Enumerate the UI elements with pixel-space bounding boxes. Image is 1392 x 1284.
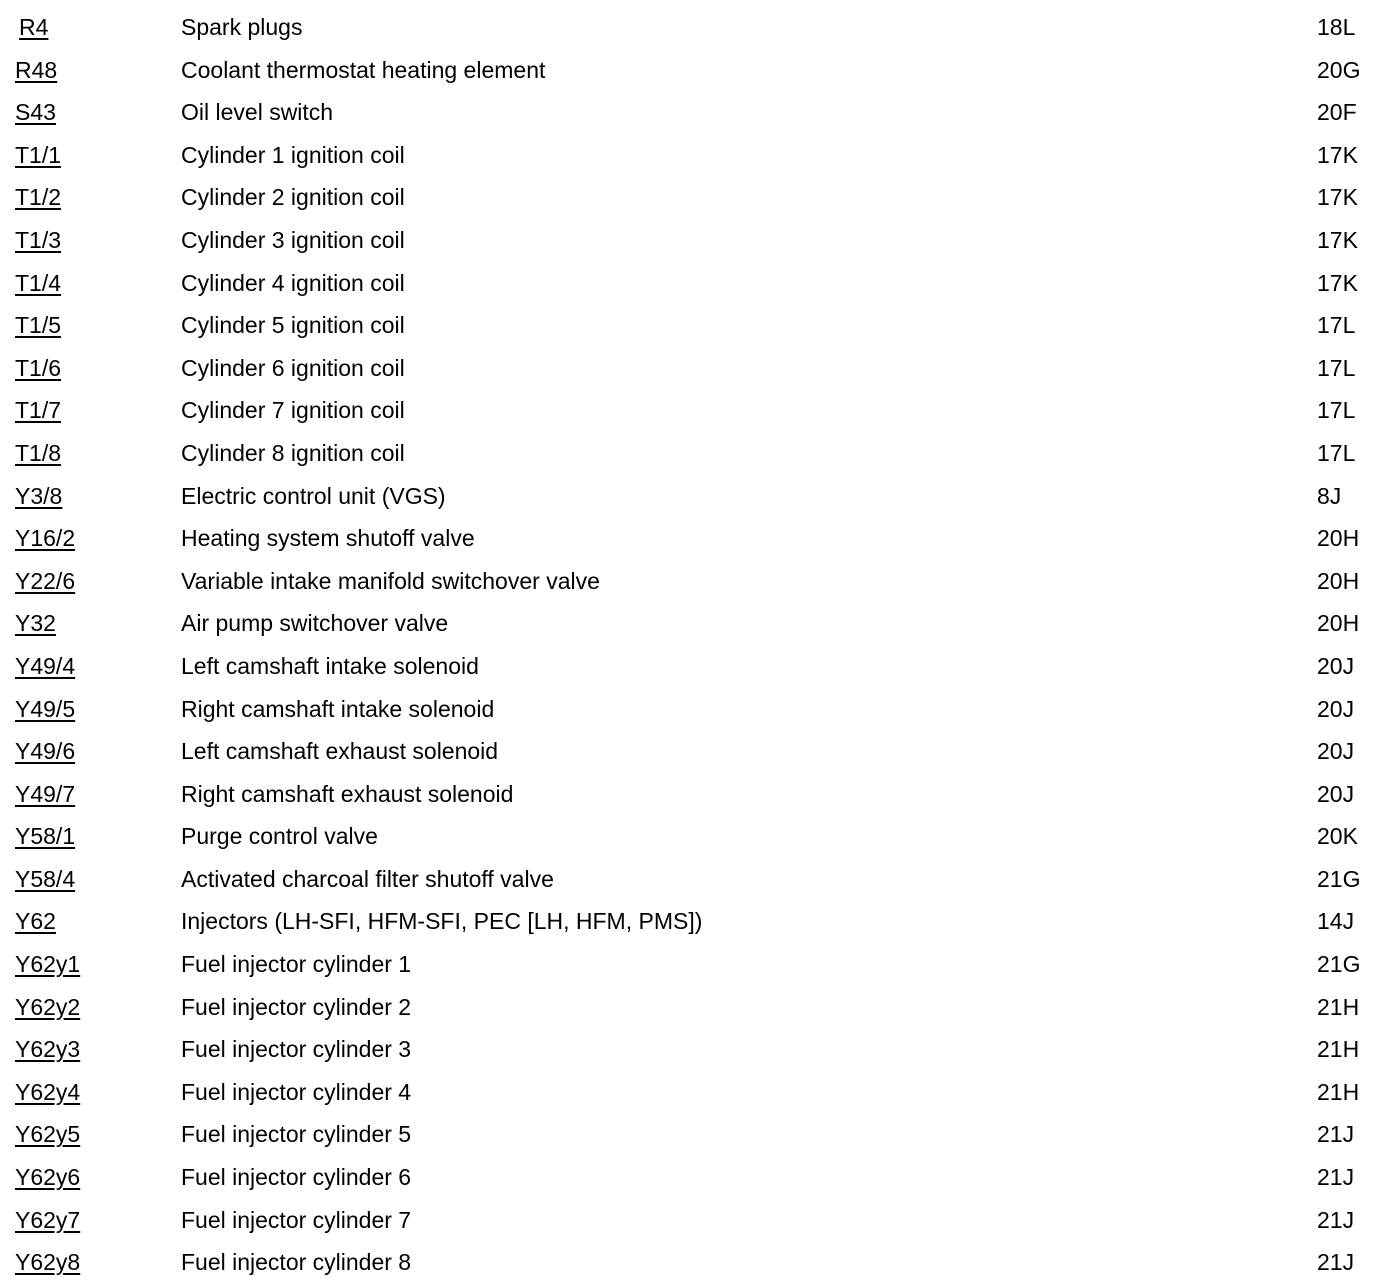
legend-row [0, 602, 1392, 645]
component-description: Cylinder 2 ignition coil [181, 184, 405, 211]
grid-location: 21J [1317, 1249, 1355, 1276]
component-code-link[interactable]: R48 [15, 56, 58, 83]
component-code-link[interactable]: Y62y3 [15, 1036, 81, 1063]
component-code-link[interactable]: Y49/7 [15, 780, 76, 807]
grid-location: 20K [1317, 823, 1358, 850]
grid-location: 17L [1317, 312, 1356, 339]
component-description: Right camshaft intake solenoid [181, 695, 495, 722]
grid-location: 17K [1317, 141, 1358, 168]
component-description: Heating system shutoff valve [181, 525, 475, 552]
component-code-link[interactable]: Y16/2 [15, 525, 76, 552]
grid-location: 8J [1317, 482, 1342, 509]
component-code-link[interactable]: T1/4 [15, 269, 62, 296]
component-description: Electric control unit (VGS) [181, 482, 446, 509]
legend-row [0, 560, 1392, 603]
component-description: Purge control valve [181, 823, 378, 850]
grid-location: 21G [1317, 865, 1361, 892]
component-code-link[interactable]: Y62y2 [15, 993, 81, 1020]
component-description: Cylinder 1 ignition coil [181, 141, 405, 168]
legend-row [0, 262, 1392, 305]
component-description: Spark plugs [181, 14, 303, 40]
component-description: Oil level switch [181, 99, 334, 126]
legend-row [0, 1241, 1392, 1284]
component-code-link[interactable]: Y58/4 [15, 865, 76, 892]
component-code-link[interactable]: Y3/8 [15, 482, 63, 509]
component-code-link[interactable]: T1/2 [15, 184, 62, 211]
legend-row [0, 900, 1392, 943]
grid-location: 21J [1317, 1206, 1355, 1233]
component-code-link[interactable]: T1/1 [15, 141, 62, 168]
grid-location: 20H [1317, 610, 1360, 637]
component-legend-table [0, 6, 1392, 1284]
component-description: Fuel injector cylinder 3 [181, 1036, 412, 1063]
grid-location: 21H [1317, 993, 1360, 1020]
component-description: Fuel injector cylinder 2 [181, 993, 412, 1020]
component-description: Variable intake manifold switchover valve [181, 567, 600, 594]
legend-row [0, 1199, 1392, 1242]
legend-row [0, 773, 1392, 816]
component-description: Air pump switchover valve [181, 610, 449, 637]
component-code-link[interactable]: Y62y7 [15, 1206, 81, 1233]
component-description: Fuel injector cylinder 1 [181, 951, 412, 978]
legend-row [0, 176, 1392, 219]
legend-row [0, 1113, 1392, 1156]
component-code-link[interactable]: T1/5 [15, 312, 62, 339]
component-description: Coolant thermostat heating element [181, 56, 546, 83]
component-code-link[interactable]: Y49/4 [15, 652, 76, 679]
grid-location: 20H [1317, 567, 1360, 594]
component-code-link[interactable]: T1/8 [15, 439, 62, 466]
legend-row [0, 815, 1392, 858]
component-code-link[interactable]: Y62y6 [15, 1164, 81, 1191]
legend-row [0, 134, 1392, 177]
legend-row [0, 1071, 1392, 1114]
component-description: Fuel injector cylinder 6 [181, 1164, 412, 1191]
legend-row [0, 1028, 1392, 1071]
grid-location: 21G [1317, 951, 1361, 978]
grid-location: 17K [1317, 269, 1358, 296]
component-code-link[interactable]: Y62y5 [15, 1121, 81, 1148]
component-description: Cylinder 7 ignition coil [181, 397, 405, 424]
component-description: Fuel injector cylinder 7 [181, 1206, 412, 1233]
component-code-link[interactable]: T1/3 [15, 226, 62, 253]
component-description: Left camshaft exhaust solenoid [181, 738, 499, 765]
legend-row [0, 389, 1392, 432]
component-description: Left camshaft intake solenoid [181, 652, 479, 679]
component-description: Cylinder 4 ignition coil [181, 269, 405, 296]
component-code-link[interactable]: T1/7 [15, 397, 62, 424]
grid-location: 14J [1317, 908, 1355, 935]
legend-row [0, 49, 1392, 92]
legend-row [0, 858, 1392, 901]
legend-row [0, 517, 1392, 560]
component-code-link[interactable]: Y32 [15, 610, 56, 637]
grid-location: 20F [1317, 99, 1357, 126]
component-code-link[interactable]: Y62y8 [15, 1249, 81, 1276]
grid-location: 20J [1317, 780, 1355, 807]
grid-location: 20H [1317, 525, 1360, 552]
legend-row [0, 219, 1392, 262]
grid-location: 21H [1317, 1036, 1360, 1063]
legend-row [0, 432, 1392, 475]
component-code-link[interactable]: Y58/1 [15, 823, 76, 850]
legend-row [0, 730, 1392, 773]
legend-row [0, 688, 1392, 731]
grid-location: 17L [1317, 397, 1356, 424]
component-code-link[interactable]: T1/6 [15, 354, 62, 381]
legend-row [0, 645, 1392, 688]
legend-row [0, 6, 1392, 49]
grid-location: 21J [1317, 1164, 1355, 1191]
component-code-link[interactable]: Y62 [15, 908, 56, 935]
component-code-link[interactable]: R4 [19, 14, 49, 40]
component-description: Cylinder 6 ignition coil [181, 354, 405, 381]
component-description: Activated charcoal filter shutoff valve [181, 865, 554, 892]
legend-row [0, 304, 1392, 347]
grid-location: 17K [1317, 184, 1358, 211]
component-code-link[interactable]: Y49/5 [15, 695, 76, 722]
component-description: Cylinder 5 ignition coil [181, 312, 405, 339]
component-code-link[interactable]: Y62y4 [15, 1078, 81, 1105]
grid-location: 21H [1317, 1078, 1360, 1105]
component-code-link[interactable]: Y49/6 [15, 738, 76, 765]
component-description: Injectors (LH-SFI, HFM-SFI, PEC [LH, HFM, PMS]) [181, 908, 703, 935]
component-description: Cylinder 3 ignition coil [181, 226, 405, 253]
component-description: Fuel injector cylinder 5 [181, 1121, 412, 1148]
grid-location: 20J [1317, 652, 1355, 679]
grid-location: 17L [1317, 354, 1356, 381]
grid-location: 17L [1317, 439, 1356, 466]
component-description: Cylinder 8 ignition coil [181, 439, 405, 466]
component-description: Fuel injector cylinder 8 [181, 1249, 412, 1276]
component-description: Right camshaft exhaust solenoid [181, 780, 514, 807]
legend-row [0, 347, 1392, 390]
component-code-link[interactable]: Y22/6 [15, 567, 76, 594]
legend-row [0, 475, 1392, 518]
legend-row [0, 1156, 1392, 1199]
grid-location: 20J [1317, 695, 1355, 722]
legend-row [0, 986, 1392, 1029]
component-code-link[interactable]: S43 [15, 99, 56, 126]
grid-location: 17K [1317, 226, 1358, 253]
grid-location: 20G [1317, 56, 1361, 83]
grid-location: 20J [1317, 738, 1355, 765]
legend-row [0, 943, 1392, 986]
component-code-link[interactable]: Y62y1 [15, 951, 81, 978]
component-description: Fuel injector cylinder 4 [181, 1078, 412, 1105]
grid-location: 18L [1317, 14, 1356, 40]
grid-location: 21J [1317, 1121, 1355, 1148]
legend-row [0, 91, 1392, 134]
